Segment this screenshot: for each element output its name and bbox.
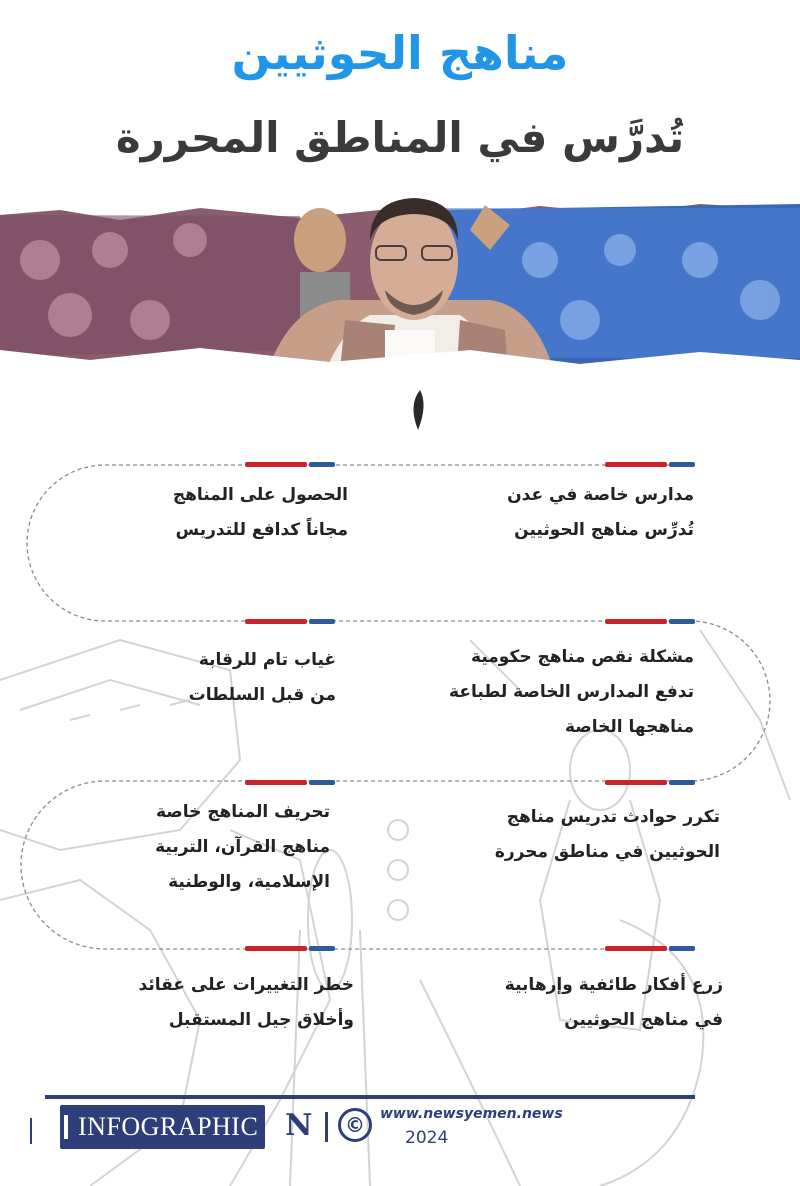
info-item-line: الإسلامية، والوطنية: [168, 872, 330, 892]
copyright-icon: ©: [338, 1108, 372, 1142]
info-item-line: غياب تام للرقابة: [198, 650, 336, 670]
info-item-line: في مناهج الحوثيين: [564, 1010, 723, 1030]
info-item-7: [505, 968, 723, 1038]
info-item-line: خطر التغييرات على عقائد: [138, 975, 354, 995]
info-item-line: وأخلاق جيل المستقبل: [168, 1010, 354, 1030]
info-item-line: تحريف المناهج خاصة: [155, 802, 330, 822]
info-item-4: [189, 643, 336, 713]
info-item-line: مشكلة نقص مناهج حكومية: [471, 647, 694, 667]
item-1-accent-bar: [605, 462, 695, 467]
info-item-5: [495, 800, 720, 870]
info-item-line: تكرر حوادث تدريس مناهج: [506, 807, 720, 827]
info-item-3: [449, 640, 694, 745]
badge-label: INFOGRAPHIC: [78, 1112, 259, 1141]
news-yemen-logo-icon: N: [285, 1108, 313, 1143]
info-item-line: الحصول على المناهج: [172, 485, 348, 505]
item-2-accent-bar: [245, 462, 335, 467]
footer: [0, 1090, 800, 1160]
info-item-line: تدفع المدارس الخاصة لطباعة: [449, 682, 694, 702]
item-4-accent-bar: [245, 619, 335, 624]
footer-edge-mark: [30, 1118, 32, 1144]
footer-divider: [325, 1112, 328, 1142]
page-subtitle: تُدرَّس في المناطق المحررة: [115, 113, 685, 162]
info-item-8: [139, 968, 354, 1038]
item-7-accent-bar: [605, 946, 695, 951]
infographic-badge: [60, 1105, 265, 1149]
page-title: مناهج الحوثيين: [231, 26, 569, 80]
info-item-line: من قبل السلطات: [188, 685, 336, 705]
badge-marker: [64, 1115, 68, 1139]
info-item-line: تُدرِّس مناهج الحوثيين: [514, 520, 694, 540]
item-6-accent-bar: [245, 780, 335, 785]
footer-rule: [45, 1095, 695, 1099]
info-item-line: مناهجها الخاصة: [565, 717, 694, 737]
info-item-2: [173, 478, 348, 548]
copyright-year: 2024: [405, 1128, 449, 1148]
info-item-line: مجاناً كدافع للتدريس: [175, 520, 348, 540]
info-item-1: [507, 478, 694, 548]
item-5-accent-bar: [605, 780, 695, 785]
info-item-6: [155, 795, 330, 900]
item-3-accent-bar: [605, 619, 695, 624]
info-item-line: مناهج القرآن، التربية: [155, 837, 330, 857]
info-item-line: مدارس خاصة في عدن: [507, 485, 694, 505]
website-url[interactable]: www.newsyemen.news: [380, 1106, 563, 1122]
item-8-accent-bar: [245, 946, 335, 951]
info-item-line: زرع أفكار طائفية وإرهابية: [504, 975, 723, 995]
info-item-line: الحوثيين في مناطق محررة: [494, 842, 720, 862]
